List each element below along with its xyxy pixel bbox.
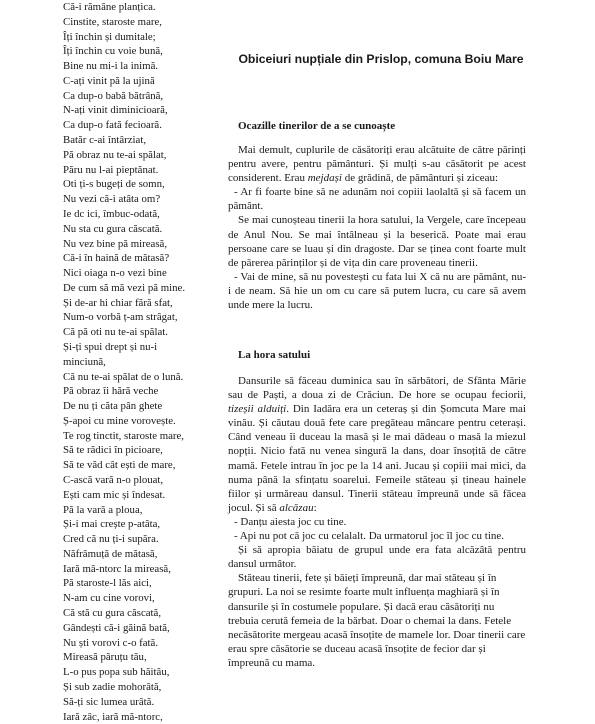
- poem-line: Că stă cu gura căscată,: [63, 606, 203, 621]
- dialog-line: - Api nu pot că joc cu celalalt. Da urmatorul joc îl joc cu tine.: [228, 529, 526, 543]
- section-body-meeting: [228, 143, 526, 312]
- poem-line: Pă obraz îi hără veche: [63, 384, 203, 399]
- poem-line: Și sub zadie mohorâtă,: [63, 680, 203, 695]
- paragraph: Mai demult, cuplurile de căsătoriți erau alcătuite de către părinți pentru avere, pentru pământuri. Și mulți s-au căsătorit pe acest considerent. Erau mejdași de grădină, de pământuri și ziceau:: [228, 143, 526, 185]
- poem-line: De cum să mă vezi pă mine.: [63, 281, 203, 296]
- poem-line: Că nu te-ai spălat de o lună.: [63, 370, 203, 385]
- poem-line: Îți închin cu voie bună,: [63, 44, 203, 59]
- poem-line: Ca dup-o babă bătrână,: [63, 89, 203, 104]
- poem-line: Te rog tinctit, staroste mare,: [63, 429, 203, 444]
- poem-line: Că-i în haină de mătasă?: [63, 251, 203, 266]
- poem-line: Pă la vară a ploua,: [63, 503, 203, 518]
- poem-line: Ca dup-o fată fecioară.: [63, 118, 203, 133]
- poem-line: Cinstite, staroste mare,: [63, 15, 203, 30]
- poem-line: Iară zâc, iară mă-ntorc,: [63, 710, 203, 724]
- poem-column: [63, 0, 203, 724]
- poem-line: C-ați vinit pă la ujină: [63, 74, 203, 89]
- poem-line: Gândești că-i găină bată,: [63, 621, 203, 636]
- poem-line: Cred că nu ți-i supăra.: [63, 532, 203, 547]
- poem-line: Nu vezi că-i atâta om?: [63, 192, 203, 207]
- poem-line: Pă staroste-l lăs aici,: [63, 576, 203, 591]
- poem-line: Și de-ar hi chiar fără sfat,: [63, 296, 203, 311]
- paragraph: Stăteau tinerii, fete și băieți împreună, dar mai stăteau și în grupuri. La noi se resimte foarte mult influența maghiară și în dansurile și în costumele populare. Și dacă erau căsătoriți nu trebuia cerută femeia de la bărbat. Doar o chemai la dans. Fetele necăsătorite mergeau acasă însoțite de mamele lor. Doar tinerii care erau spre căsătorie se duceau acasă însoțite de fecior dar și împreună cu mama.: [228, 571, 526, 670]
- poem-line: Nu vez bine pă mireasă,: [63, 237, 203, 252]
- article-title: Obiceiuri nupțiale din Prislop, comuna Boiu Mare: [211, 52, 551, 66]
- poem-line: Pă obraz nu te-ai spălat,: [63, 148, 203, 163]
- poem-line: Nici oiaga n-o vezi bine: [63, 266, 203, 281]
- poem-line: Iară mâ-ntorc la mireasă,: [63, 562, 203, 577]
- dialog-line: - Vai de mine, să nu povestești cu fata lui X că nu are pământ, nu-i de neam. Să hie un om cu care să putem lucra, cu care să avem unde mere la lucru.: [228, 270, 526, 312]
- poem-line: Mireasă păruțu tău,: [63, 650, 203, 665]
- paragraph: Și să apropia băiatu de grupul unde era fata alcăzâtă pentru dansul urmâtor.: [228, 543, 526, 571]
- poem-line: Că-i rămâne planțica.: [63, 0, 203, 15]
- section-heading-dance: La hora satului: [238, 349, 310, 361]
- dialog-line: - Ar fi foarte bine să ne adunăm noi copiii laolaltă și să facem un pământ.: [228, 185, 526, 213]
- poem-line: Năfrâmuță de mătasă,: [63, 547, 203, 562]
- poem-line: C-ască vară n-o plouat,: [63, 473, 203, 488]
- poem-line: Bine nu mi-i la inimă.: [63, 59, 203, 74]
- poem-line: Păru nu l-ai pieptănat.: [63, 163, 203, 178]
- poem-line: Batăr c-ai întârziat,: [63, 133, 203, 148]
- poem-line: L-o pus popa sub hăitău,: [63, 665, 203, 680]
- poem-line: De nu ți căta pân ghete: [63, 399, 203, 414]
- poem-line: Nu sta cu gura căscată.: [63, 222, 203, 237]
- poem-line: Să te rădici în picioare,: [63, 443, 203, 458]
- poem-line: Num-o vorbă ț-am strâgat,: [63, 310, 203, 325]
- poem-line: Îți închin și dumitale;: [63, 30, 203, 45]
- poem-line: Că pă oti nu te-ai spălat.: [63, 325, 203, 340]
- poem-line: minciună,: [63, 355, 203, 370]
- poem-line: Ș-apoi cu mine vorovește.: [63, 414, 203, 429]
- section-body-dance: [228, 374, 526, 670]
- poem-line: N-ați vinit diminicioară,: [63, 103, 203, 118]
- poem-line: Și-ți spui drept și nu-i: [63, 340, 203, 355]
- poem-line: N-am cu cine vorovi,: [63, 591, 203, 606]
- dialog-line: - Danțu aiesta joc cu tine.: [228, 515, 526, 529]
- poem-line: Oti ți-s bugeți de somn,: [63, 177, 203, 192]
- paragraph: Dansurile să făceau duminica sau în sărbători, de Sfânta Mărie sau de Paști, a doua zi de Crăciun. De hore se ocupau feciorii, tizeșii alduiți. Din Iadăra era un ceteraș și din Șomcuta Mare mai vinău. Și căutau două fete care pregăteau mâncare pentru ceterași. Când veneau îi duceau la masă și le mai dădeau o masă la miezul nopții. Nicio fată nu venea singură la dans, doar însoțită de către mamă. Fetele intrau în joc pe la 14 ani. Jucau și copiii mai mici, da numa până la sfințatu soarelui. Femeile stăteau și țineau hainele fiilor și urmăreau dansul. Tinerii stăteau împreună unde să făcea jocul. Și să alcăzau:: [228, 374, 526, 515]
- poem-line: Ie dc ici, îmbuc-odată,: [63, 207, 203, 222]
- poem-line: Ești cam mic și îndesat.: [63, 488, 203, 503]
- paragraph: Se mai cunoșteau tinerii la hora satului, la Vergele, care începeau de Anul Nou. Se mai întâlneau și la beserică. Poate mai erau persoane care se luau și din dragoste. Dar se ținea cont foarte mult de părerea părinților și de vița din care proveneau tinerii.: [228, 213, 526, 269]
- poem-line: Și-i mai crește p-atâta,: [63, 517, 203, 532]
- section-heading-meeting: Ocazille tinerilor de a se cunoaște: [238, 120, 395, 132]
- poem-line: Să te văd cât ești de mare,: [63, 458, 203, 473]
- poem-line: Să-ți sic lumea urâtă.: [63, 695, 203, 710]
- poem-line: Nu ști vorovi c-o fată.: [63, 636, 203, 651]
